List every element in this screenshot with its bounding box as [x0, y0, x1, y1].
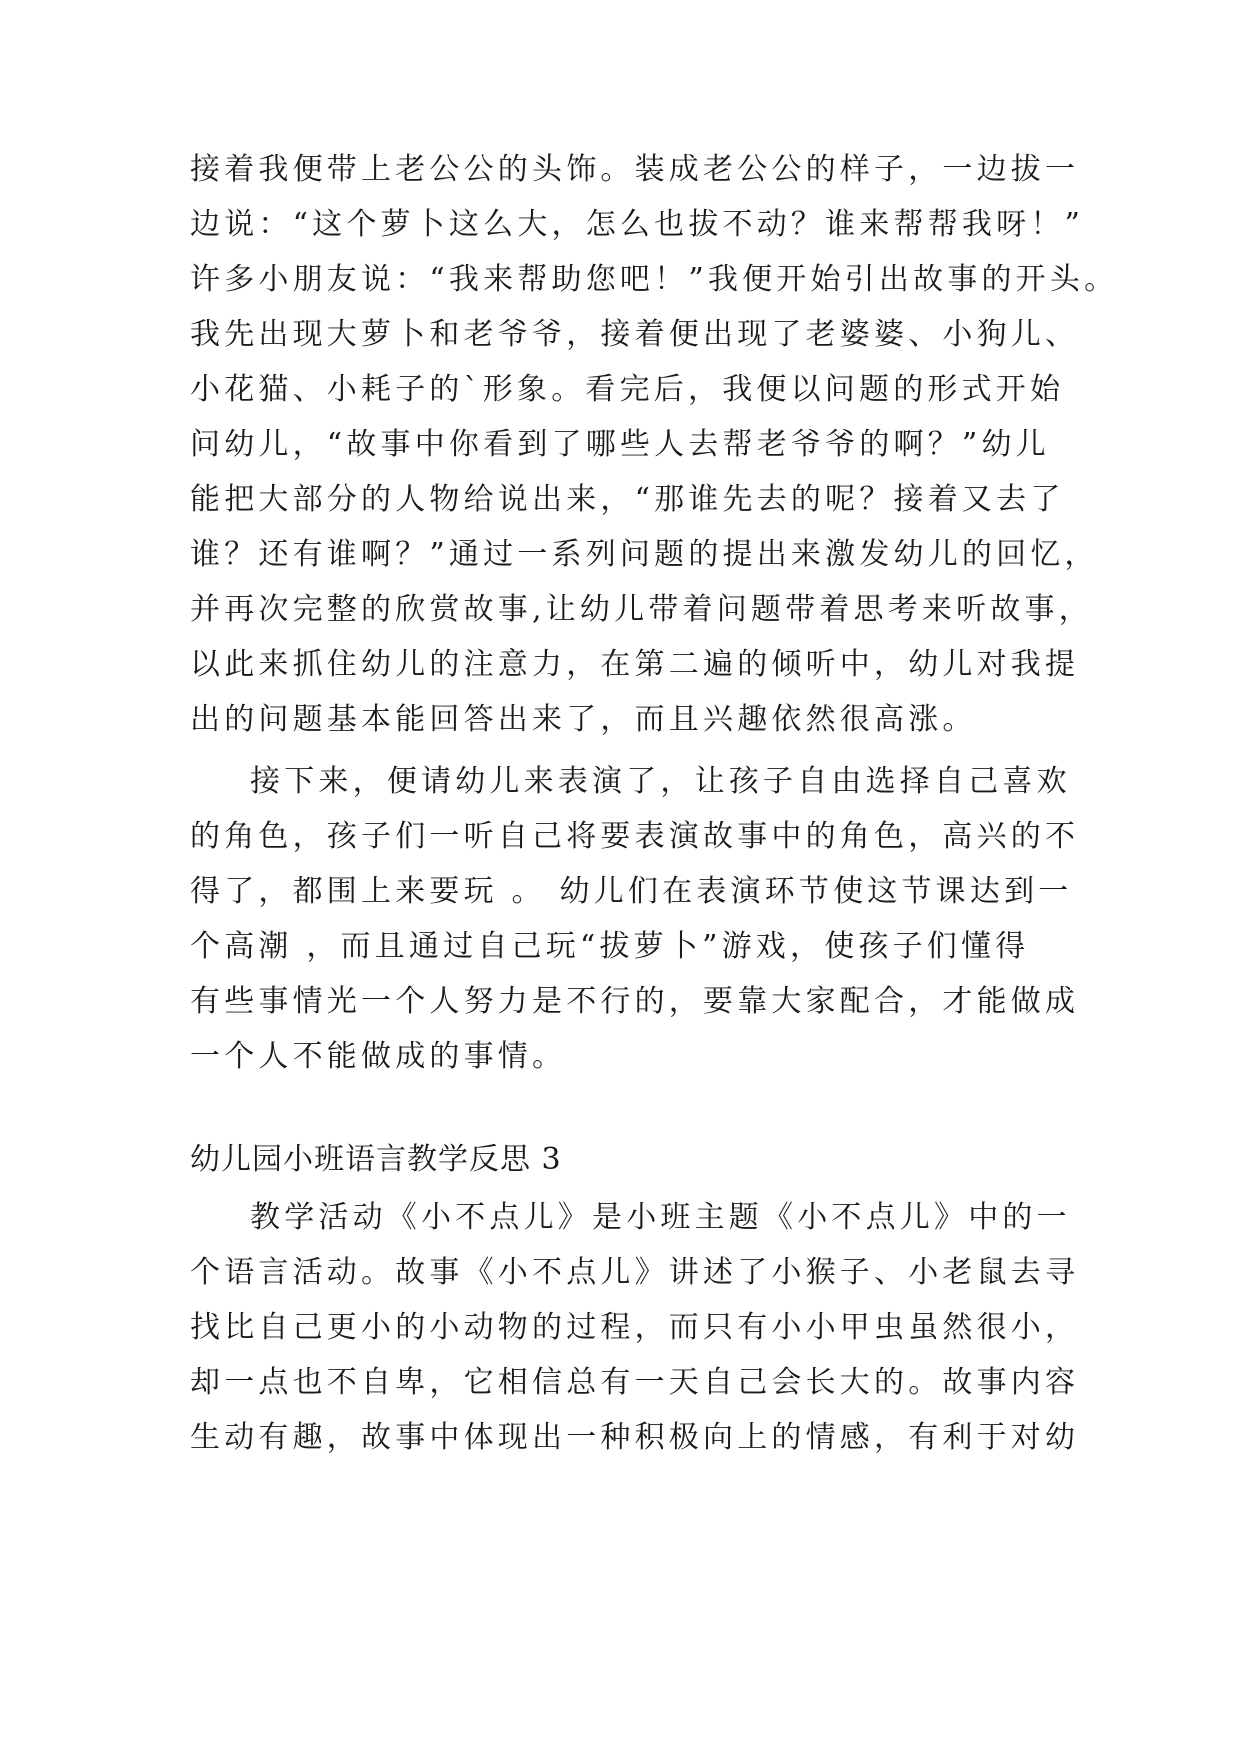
paragraph-line: 以此来抓住幼儿的注意力，在第二遍的倾听中，幼儿对我提	[190, 647, 1080, 682]
paragraph-line: 并再次完整的欣赏故事,让幼儿带着问题带着思考来听故事，	[190, 592, 1093, 627]
paragraph-line: 接着我便带上老公公的头饰。装成老公公的样子，一边拔一	[190, 152, 1080, 187]
paragraph-line: 个语言活动。故事《小不点儿》讲述了小猴子、小老鼠去寻	[190, 1255, 1080, 1290]
paragraph-line: 得了，都围上来要玩 。 幼儿们在表演环节使这节课达到一	[190, 874, 1073, 909]
paragraph-line: 的角色，孩子们一听自己将要表演故事中的角色，高兴的不	[190, 819, 1080, 854]
paragraph-line: 边说：“这个萝卜这么大，怎么也拔不动？谁来帮帮我呀！”	[190, 207, 1085, 242]
paragraph-line: 找比自己更小的小动物的过程，而只有小小甲虫虽然很小，	[190, 1310, 1080, 1345]
paragraph-line: 许多小朋友说：“我来帮助您吧！”我便开始引出故事的开头。	[190, 262, 1119, 297]
paragraph-line: 一个人不能做成的事情。	[190, 1039, 567, 1074]
paragraph-line: 接下来，便请幼儿来表演了，让孩子自由选择自己喜欢	[250, 764, 1071, 799]
paragraph-line: 小花猫、小耗子的`形象。看完后，我便以问题的形式开始	[190, 372, 1065, 407]
section-heading: 幼儿园小班语言教学反思 3	[190, 1142, 562, 1177]
paragraph-line: 教学活动《小不点儿》是小班主题《小不点儿》中的一	[250, 1200, 1071, 1235]
paragraph-line: 能把大部分的人物给说出来，“那谁先去的呢？接着又去了	[190, 482, 1065, 517]
paragraph-line: 生动有趣，故事中体现出一种积极向上的情感，有利于对幼	[190, 1420, 1080, 1455]
paragraph-line: 出的问题基本能回答出来了，而且兴趣依然很高涨。	[190, 702, 977, 737]
paragraph-line: 个高潮 ，而且通过自己玩“拔萝卜”游戏，使孩子们懂得	[190, 929, 1030, 964]
paragraph-line: 我先出现大萝卜和老爷爷，接着便出现了老婆婆、小狗儿、	[190, 317, 1080, 352]
paragraph-line: 有些事情光一个人努力是不行的，要靠大家配合，才能做成	[190, 984, 1080, 1019]
paragraph-line: 谁？还有谁啊？”通过一系列问题的提出来激发幼儿的回忆，	[190, 537, 1099, 572]
paragraph-line: 却一点也不自卑，它相信总有一天自己会长大的。故事内容	[190, 1365, 1080, 1400]
paragraph-line: 问幼儿，“故事中你看到了哪些人去帮老爷爷的啊？”幼儿	[190, 427, 1050, 462]
